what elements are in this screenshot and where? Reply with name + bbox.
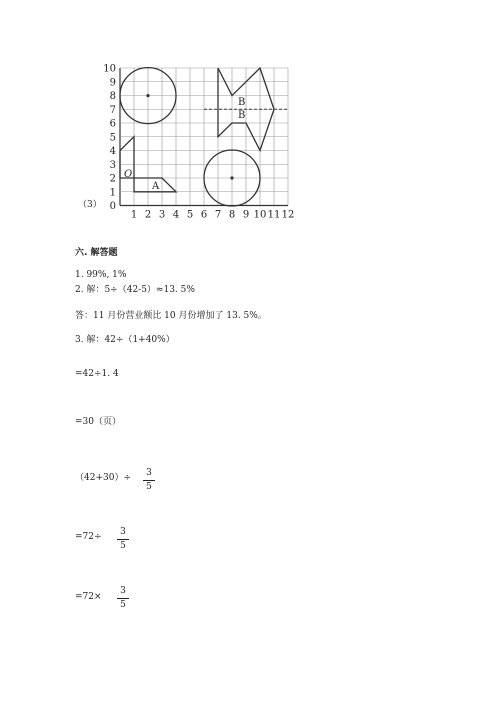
label-b-top: B: [238, 97, 246, 108]
x-tick-label: 8: [228, 209, 236, 221]
x-tick-label: 11: [267, 209, 281, 221]
label-b-bottom: B: [238, 110, 246, 121]
y-tick-label: 9: [109, 77, 116, 89]
x-tick-label: 4: [172, 209, 180, 221]
fraction-3-numerator: 3: [120, 586, 126, 596]
circle-top-center: [146, 94, 149, 97]
fraction-1-bar: [143, 480, 155, 481]
section-title: 六. 解答题: [75, 248, 118, 258]
fraction-1-denominator: 5: [146, 482, 152, 492]
y-tick-label: 2: [109, 173, 116, 185]
x-tick-label: 7: [214, 209, 222, 221]
y-tick-label: 1: [109, 187, 116, 199]
y-tick-label: 10: [103, 63, 116, 75]
fraction-1-numerator: 3: [146, 468, 152, 478]
y-tick-label: 8: [109, 91, 116, 102]
y-tick-label: 6: [109, 118, 116, 130]
circle-bottom-center: [230, 176, 233, 179]
x-tick-label: 5: [186, 209, 194, 221]
y-tick-label: 7: [109, 104, 116, 116]
fraction-2: [117, 528, 129, 551]
x-tick-label: 9: [242, 209, 250, 221]
y-tick-label: 4: [109, 146, 116, 157]
problem-label: （3）: [78, 200, 102, 210]
y-tick-label: 0: [109, 201, 116, 212]
answer-line-4: 3. 解：42÷（1+40%）: [75, 335, 175, 345]
fraction-2-denominator: 5: [120, 541, 126, 551]
grid-lines: [120, 68, 288, 206]
x-tick-label: 1: [130, 209, 138, 221]
answer-line-8: =72÷: [75, 532, 102, 542]
x-tick-label: 6: [200, 209, 208, 221]
grid-figure: [0, 0, 500, 230]
answer-line-6: =30（页）: [75, 417, 121, 427]
fraction-3-denominator: 5: [120, 600, 126, 610]
x-tick-label: 10: [253, 209, 267, 221]
fraction-2-bar: [117, 539, 129, 540]
answer-line-5: =42÷1. 4: [75, 369, 119, 379]
y-tick-label: 5: [109, 132, 116, 144]
x-tick-label: 2: [144, 209, 152, 221]
answer-line-9: =72×: [75, 592, 102, 602]
answer-line-1: 1. 99%, 1%: [75, 270, 127, 280]
answer-line-3: 答：11 月份营业额比 10 月份增加了 13. 5%。: [75, 311, 267, 321]
x-tick-label: 12: [281, 209, 295, 221]
fraction-1: [143, 469, 155, 492]
fraction-2-numerator: 3: [120, 527, 126, 537]
y-tick-label: 3: [109, 159, 116, 171]
fraction-3: [117, 587, 129, 610]
label-a: A: [152, 181, 160, 192]
x-tick-label: 3: [158, 209, 166, 221]
answer-line-7: （42+30）÷: [75, 473, 131, 483]
answer-line-2: 2. 解：5÷（42-5）≈13. 5%: [75, 285, 195, 295]
fraction-3-bar: [117, 598, 129, 599]
label-o: O: [124, 169, 133, 180]
